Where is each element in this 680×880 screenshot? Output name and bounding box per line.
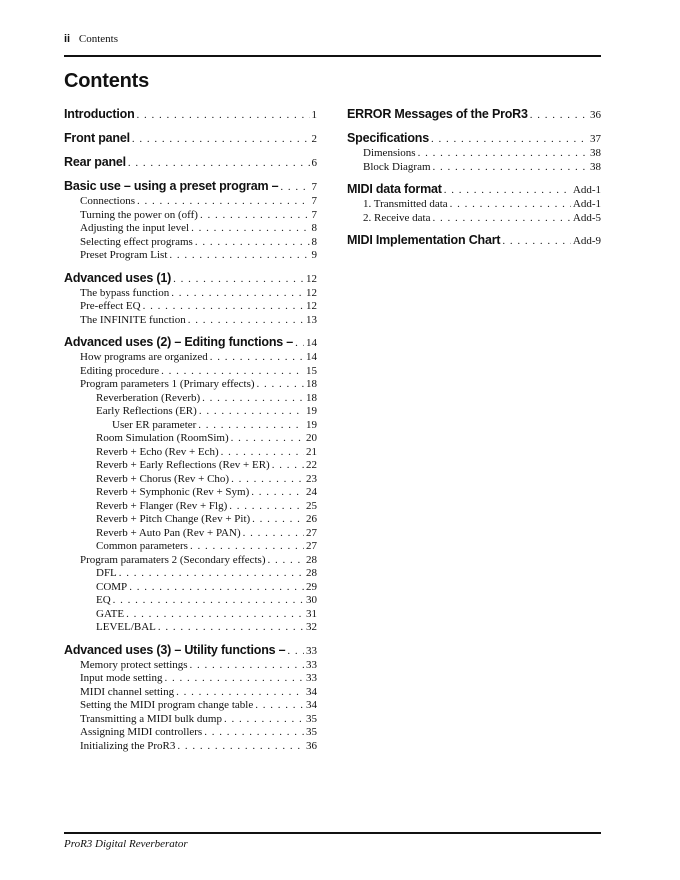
toc-dot-leader (221, 446, 304, 460)
toc-dot-leader (224, 713, 304, 727)
toc-dot-leader (433, 212, 571, 226)
toc-dot-leader (165, 672, 305, 686)
toc-entry[interactable] (64, 581, 317, 595)
toc-entry-title: Introduction (64, 107, 135, 121)
toc-section-entry[interactable] (64, 130, 317, 147)
toc-page-number: 27 (306, 540, 317, 552)
toc-page-number: 34 (306, 685, 317, 698)
toc-dot-leader (137, 195, 310, 209)
running-head (64, 33, 118, 45)
toc-entry[interactable] (64, 419, 317, 433)
toc-entry[interactable] (64, 527, 317, 541)
toc-entry-title: Common parameters (96, 540, 188, 552)
toc-entry-title: User ER parameter (112, 418, 197, 431)
toc-entry-title: DFL (96, 567, 117, 579)
toc-entry-title: Initializing the ProR3 (80, 739, 176, 752)
toc-page-number: 23 (306, 472, 317, 485)
toc-dot-leader (252, 513, 304, 527)
toc-entry-title: Editing procedure (80, 364, 160, 377)
toc-entry[interactable] (347, 198, 601, 212)
toc-entry[interactable] (64, 672, 317, 686)
toc-entry[interactable] (64, 554, 317, 568)
toc-page-number: 14 (306, 337, 317, 349)
toc-page-number: 19 (306, 405, 317, 417)
toc-entry-title: How programs are organized (80, 351, 208, 363)
toc-dot-leader (231, 473, 304, 487)
toc-page-number: 9 (311, 249, 317, 261)
toc-entry[interactable] (64, 686, 317, 700)
toc-page-number: 12 (306, 286, 317, 299)
toc-entry-title: Advanced uses (3) – Utility functions – (64, 642, 286, 657)
toc-section-entry[interactable] (64, 154, 317, 171)
toc-dot-leader (195, 236, 310, 250)
toc-section-entry[interactable] (347, 106, 601, 123)
toc-entry[interactable] (64, 713, 317, 727)
top-rule (64, 55, 601, 57)
toc-dot-leader (272, 459, 304, 473)
toc-entry[interactable] (64, 392, 317, 406)
toc-page-number: 26 (306, 513, 317, 525)
toc-page-number: 28 (306, 567, 317, 579)
toc-entry-title: MIDI Implementation Chart (347, 233, 501, 247)
toc-section-entry[interactable] (347, 181, 601, 198)
toc-entry[interactable] (64, 405, 317, 419)
toc-entry[interactable] (64, 740, 317, 754)
toc-dot-leader (418, 147, 588, 161)
toc-page-number: 25 (306, 499, 317, 512)
toc-entry-title: Reverb + Flanger (Rev + Flg) (96, 499, 228, 512)
toc-dot-leader (431, 131, 588, 147)
toc-page-number: 30 (306, 594, 317, 606)
toc-page-number: 7 (311, 181, 317, 193)
toc-page-number: 22 (306, 459, 317, 471)
toc-entry-title: 1. Transmitted data (363, 198, 448, 210)
toc-entry[interactable] (64, 365, 317, 379)
toc-entry-title: ERROR Messages of the ProR3 (347, 107, 528, 121)
toc-entry[interactable] (64, 249, 317, 263)
toc-entry-title: Turning the power on (off) (80, 208, 198, 221)
toc-section-entry[interactable] (64, 178, 317, 195)
toc-entry-title: Reverb + Early Reflections (Rev + ER) (96, 459, 270, 471)
toc-entry[interactable] (64, 446, 317, 460)
toc-entry[interactable] (64, 594, 317, 608)
toc-page-number: 1 (311, 109, 317, 121)
toc-entry-title: Block Diagram (363, 160, 431, 173)
toc-entry[interactable] (64, 432, 317, 446)
toc-entry-title: MIDI channel setting (80, 685, 175, 698)
toc-entry-title: Memory protect settings (80, 658, 188, 671)
header-page-number: ii (64, 33, 71, 45)
toc-entry[interactable] (64, 459, 317, 473)
toc-entry-title: Basic use – using a preset program – (64, 179, 279, 193)
page-title: Contents (64, 70, 150, 92)
toc-dot-leader (199, 405, 304, 419)
toc-entry-title: Input mode setting (80, 672, 163, 684)
toc-page-number: 37 (590, 133, 601, 145)
toc-entry-title: The INFINITE function (80, 313, 186, 326)
toc-page-number: 38 (590, 160, 601, 173)
toc-entry-title: Rear panel (64, 155, 126, 169)
toc-dot-leader (190, 540, 304, 554)
toc-entry-title: Assigning MIDI controllers (80, 726, 203, 738)
toc-page-number: Add-1 (572, 198, 601, 210)
toc-left-column (64, 103, 317, 753)
toc-dot-leader (200, 209, 310, 223)
toc-page-number: Add-9 (572, 235, 601, 247)
toc-entry-title: Front panel (64, 131, 130, 145)
toc-dot-leader (255, 699, 304, 713)
toc-page-number: 12 (306, 272, 317, 285)
toc-page-number: 2 (311, 133, 317, 145)
toc-page-number: Add-5 (572, 211, 601, 224)
footer-title: ProR3 Digital Reverberator (64, 838, 188, 850)
toc-entry-title: MIDI data format (347, 182, 442, 196)
toc-entry-title: Connections (80, 195, 135, 207)
toc-entry-title: Reverb + Pitch Change (Rev + Pit) (96, 513, 251, 525)
toc-dot-leader (169, 249, 309, 263)
toc-page-number: 8 (311, 235, 317, 248)
toc-right-column (347, 103, 601, 249)
toc-section-entry[interactable] (347, 130, 601, 147)
toc-dot-leader (257, 378, 304, 392)
toc-entry[interactable] (64, 351, 317, 365)
toc-dot-leader (190, 659, 304, 673)
toc-entry-title: Advanced uses (2) – Editing functions – (64, 335, 294, 349)
toc-entry-title: Selecting effect programs (80, 235, 193, 248)
toc-page-number: 8 (311, 222, 317, 234)
toc-dot-leader (173, 271, 304, 287)
toc-page-number: 31 (306, 607, 317, 620)
toc-entry-title: Early Reflections (ER) (96, 405, 197, 417)
toc-dot-leader (113, 594, 304, 608)
toc-entry-title: Transmitting a MIDI bulk dump (80, 712, 222, 725)
toc-entry-title: Reverb + Auto Pan (Rev + PAN) (96, 526, 241, 539)
toc-entry-title: EQ (96, 594, 111, 606)
toc-page-number: 34 (306, 699, 317, 711)
toc-dot-leader (128, 155, 310, 171)
toc-entry[interactable] (64, 513, 317, 527)
toc-entry[interactable] (64, 500, 317, 514)
toc-dot-leader (502, 233, 571, 249)
toc-entry[interactable] (64, 314, 317, 328)
toc-entry[interactable] (347, 147, 601, 161)
toc-entry-title: LEVEL/BAL (96, 621, 156, 633)
toc-dot-leader (177, 740, 304, 754)
toc-dot-leader (161, 365, 304, 379)
toc-dot-leader (171, 287, 304, 301)
toc-entry[interactable] (64, 621, 317, 635)
toc-entry-title: 2. Receive data (363, 211, 431, 224)
toc-dot-leader (243, 527, 304, 541)
toc-page-number: 13 (306, 313, 317, 326)
toc-entry[interactable] (64, 540, 317, 554)
toc-dot-leader (158, 621, 304, 635)
toc-page-number: 21 (306, 445, 317, 458)
toc-dot-leader (433, 161, 588, 175)
toc-entry-title: GATE (96, 607, 125, 620)
toc-section-entry[interactable] (64, 334, 317, 351)
toc-entry-title: Advanced uses (1) (64, 270, 172, 285)
toc-dot-leader (129, 581, 304, 595)
toc-dot-leader (202, 392, 304, 406)
toc-entry-title: Adjusting the input level (80, 222, 190, 234)
toc-section-entry[interactable] (64, 642, 317, 659)
toc-entry[interactable] (64, 486, 317, 500)
toc-dot-leader (450, 198, 571, 212)
toc-dot-leader (188, 314, 304, 328)
toc-entry-title: Preset Program List (80, 249, 168, 261)
toc-dot-leader (210, 351, 304, 365)
toc-page-number: 35 (306, 726, 317, 738)
toc-dot-leader (229, 500, 304, 514)
toc-dot-leader (251, 486, 304, 500)
toc-page-number: 20 (306, 432, 317, 444)
toc-entry[interactable] (64, 300, 317, 314)
toc-entry[interactable] (64, 567, 317, 581)
toc-entry-title: Reverberation (Reverb) (96, 391, 201, 404)
toc-dot-leader (191, 222, 309, 236)
toc-page-number: 14 (306, 351, 317, 363)
toc-page-number: 33 (306, 644, 317, 657)
toc-entry[interactable] (64, 699, 317, 713)
toc-dot-leader (143, 300, 304, 314)
toc-entry[interactable] (64, 287, 317, 301)
toc-page-number: Add-1 (572, 184, 601, 196)
toc-page-number: 29 (306, 580, 317, 593)
bottom-rule (64, 832, 601, 834)
toc-page-number: 18 (306, 391, 317, 404)
toc-page-number: 36 (306, 739, 317, 752)
toc-dot-leader (444, 182, 571, 198)
toc-page-number: 24 (306, 486, 317, 498)
toc-dot-leader (119, 567, 304, 581)
toc-entry-title: Room Simulation (RoomSim) (96, 432, 229, 444)
toc-page-number: 33 (306, 658, 317, 671)
toc-dot-leader (176, 686, 304, 700)
toc-page-number: 7 (311, 195, 317, 207)
toc-entry[interactable] (64, 608, 317, 622)
toc-entry-title: Program parameters 1 (Primary effects) (80, 378, 255, 390)
header-section: Contents (78, 33, 118, 45)
toc-page-number: 18 (306, 378, 317, 390)
toc-page-number: 12 (306, 300, 317, 312)
toc-dot-leader (198, 419, 304, 433)
toc-entry-title: Dimensions (363, 147, 416, 159)
toc-dot-leader (137, 107, 310, 123)
toc-entry[interactable] (64, 209, 317, 223)
toc-entry[interactable] (64, 473, 317, 487)
toc-dot-leader (126, 608, 304, 622)
toc-entry[interactable] (64, 726, 317, 740)
toc-dot-leader (530, 107, 588, 123)
toc-entry[interactable] (347, 212, 601, 226)
toc-entry-title: COMP (96, 580, 128, 593)
toc-dot-leader (231, 432, 304, 446)
toc-dot-leader (280, 179, 309, 195)
toc-section-entry[interactable] (347, 232, 601, 249)
toc-dot-leader (287, 643, 304, 659)
toc-entry-title: The bypass function (80, 286, 170, 299)
toc-entry[interactable] (64, 378, 317, 392)
toc-entry-title: Setting the MIDI program change table (80, 699, 254, 711)
toc-entry[interactable] (347, 161, 601, 175)
toc-entry-title: Specifications (347, 131, 429, 145)
toc-entry-title: Reverb + Echo (Rev + Ech) (96, 445, 219, 458)
toc-page-number: 28 (306, 553, 317, 566)
toc-dot-leader (204, 726, 304, 740)
toc-page-number: 15 (306, 364, 317, 377)
toc-page-number: 27 (306, 526, 317, 539)
toc-entry-title: Pre-effect EQ (80, 300, 141, 312)
toc-dot-leader (268, 554, 305, 568)
toc-entry-title: Program paramaters 2 (Secondary effects) (80, 553, 266, 566)
toc-entry[interactable] (64, 222, 317, 236)
toc-entry-title: Reverb + Symphonic (Rev + Sym) (96, 486, 250, 498)
toc-page-number: 36 (590, 109, 601, 121)
toc-entry[interactable] (64, 195, 317, 209)
toc-page-number: 19 (306, 418, 317, 431)
toc-dot-leader (295, 335, 304, 351)
toc-page-number: 38 (590, 147, 601, 159)
toc-page-number: 6 (311, 157, 317, 169)
toc-section-entry[interactable] (64, 106, 317, 123)
toc-page-number: 32 (306, 621, 317, 633)
toc-entry[interactable] (64, 659, 317, 673)
toc-dot-leader (132, 131, 310, 147)
toc-entry-title: Reverb + Chorus (Rev + Cho) (96, 472, 230, 485)
toc-page-number: 35 (306, 712, 317, 725)
toc-entry[interactable] (64, 236, 317, 250)
toc-page-number: 33 (306, 672, 317, 684)
toc-section-entry[interactable] (64, 270, 317, 287)
toc-page-number: 7 (311, 208, 317, 221)
